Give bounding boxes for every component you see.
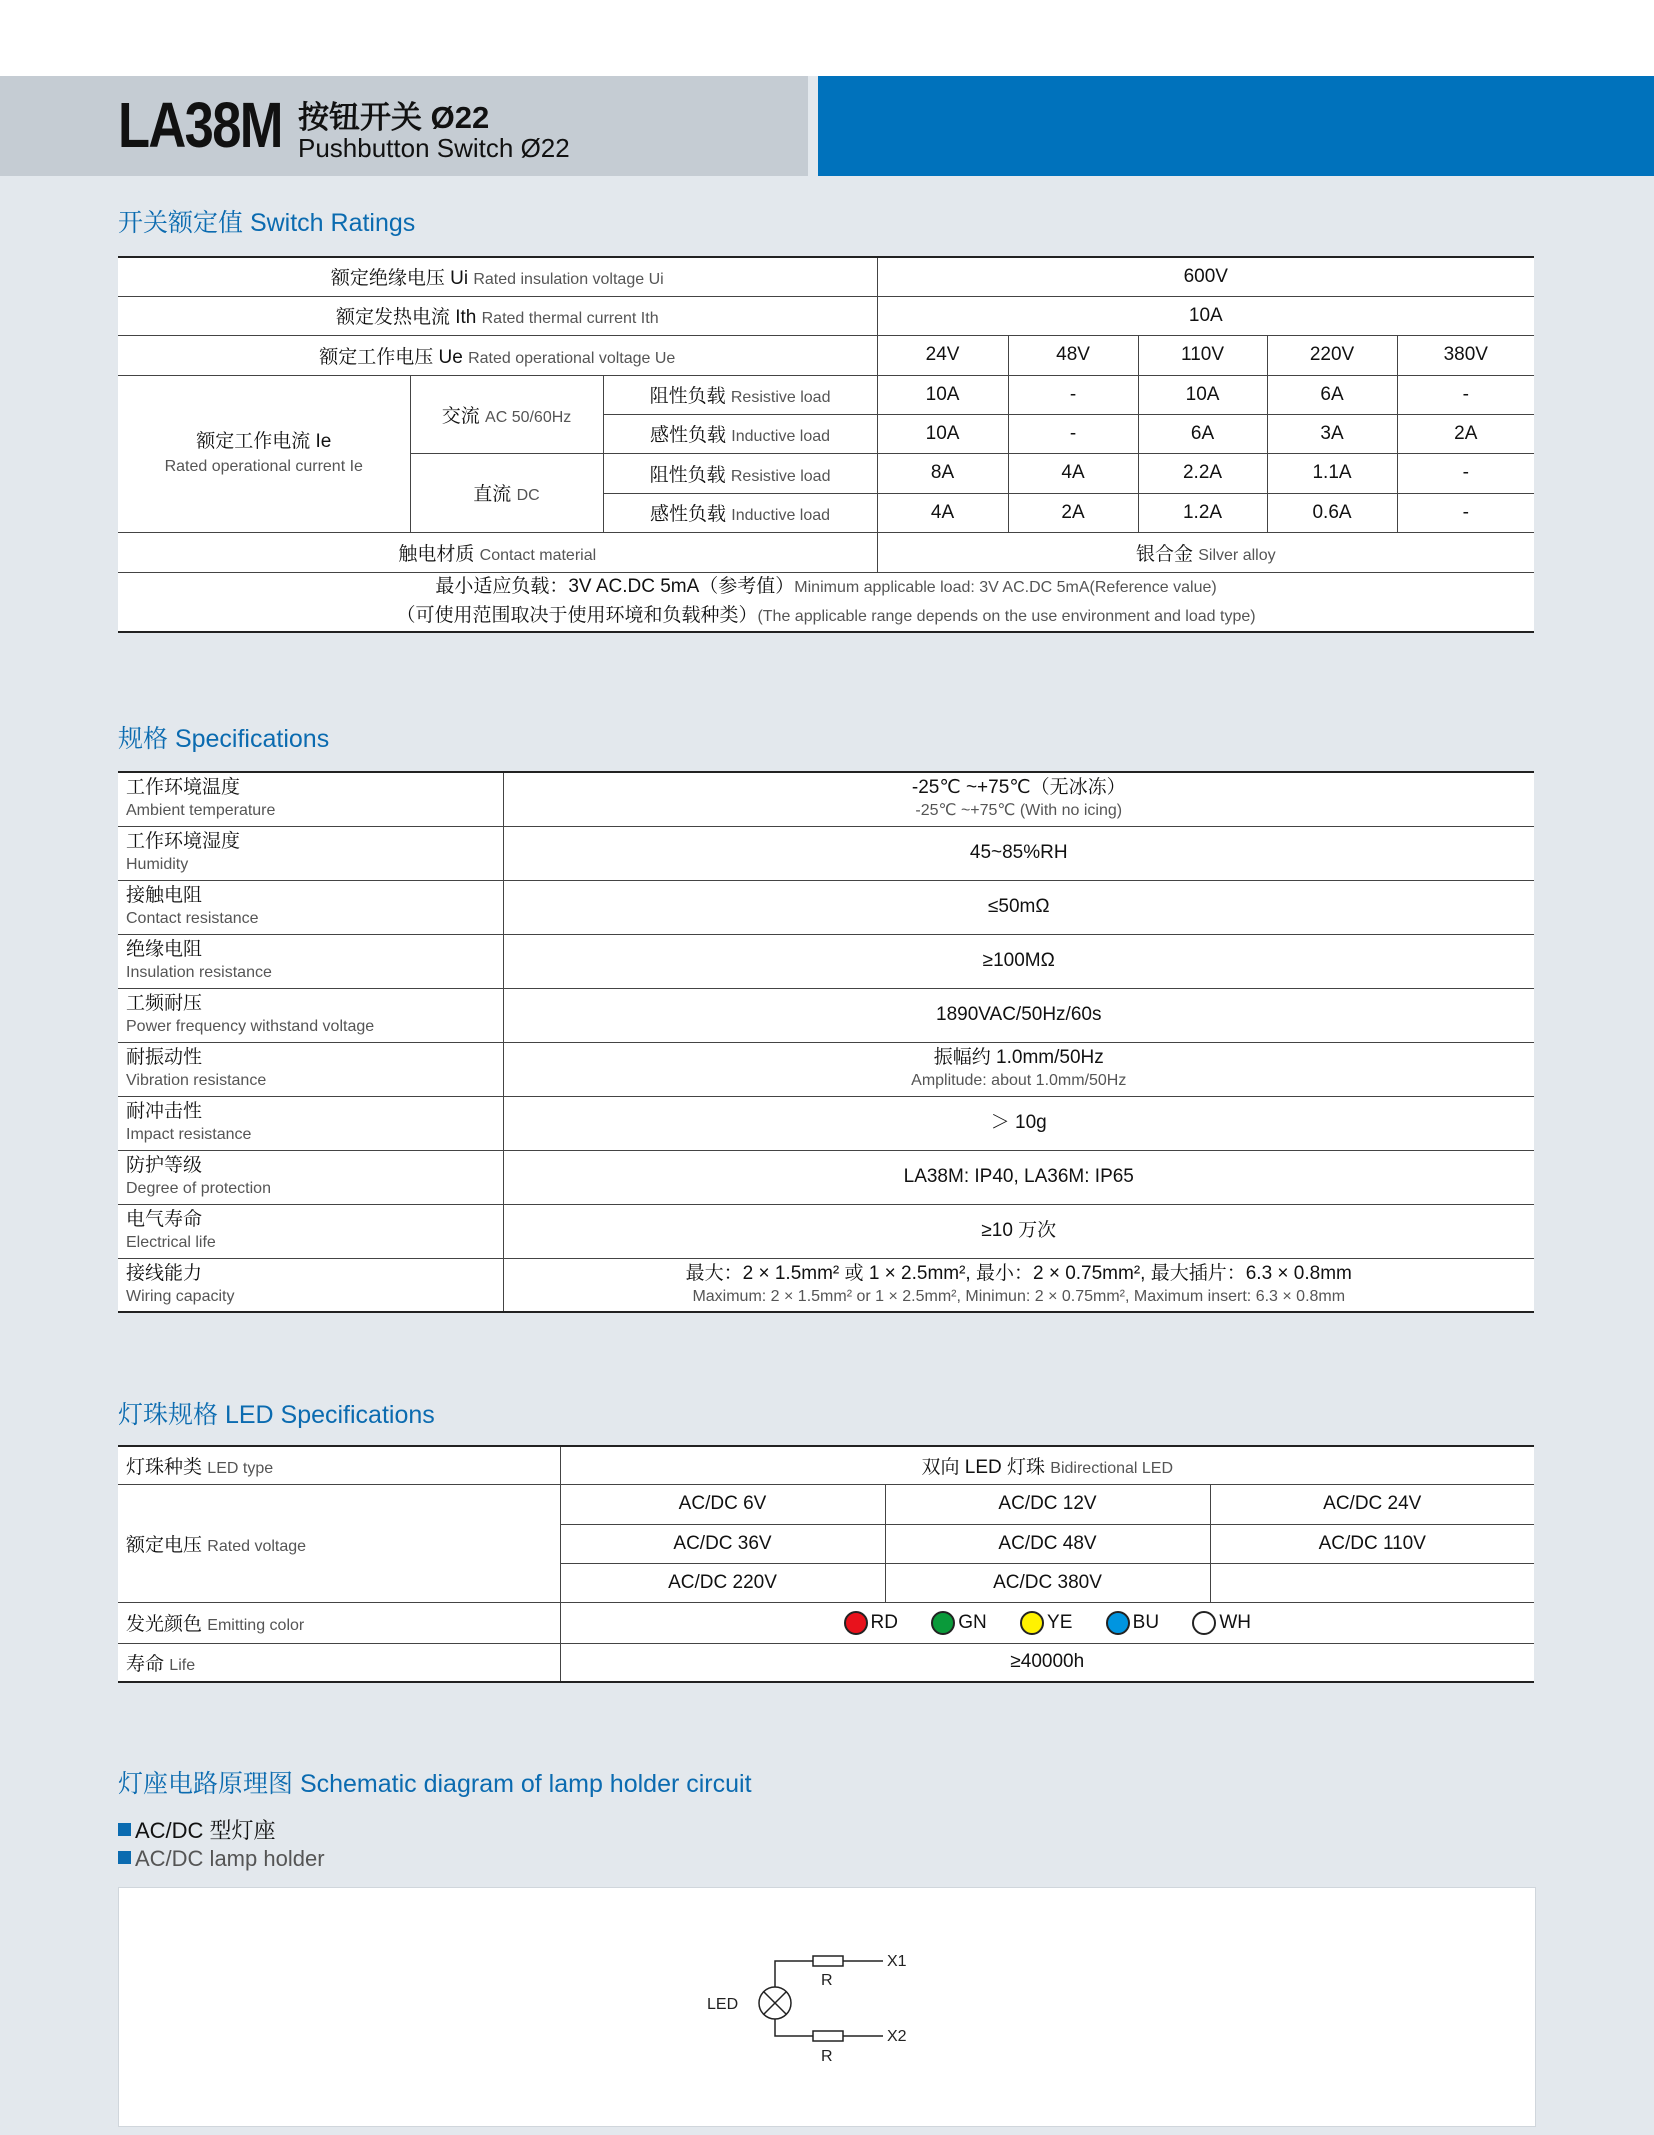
spec-value-en: Maximum: 2 × 1.5mm² or 1 × 2.5mm², Minimun: 2 × 0.75mm², Maximum insert: 6.3 × 0.8mm bbox=[692, 1287, 1346, 1305]
spec-value bbox=[503, 880, 1534, 934]
led-label: LED bbox=[707, 1996, 739, 2013]
ith-label: 额定发热电流 Ith Rated thermal current Ith bbox=[118, 296, 877, 335]
spec-label-en: Impact resistance bbox=[126, 1126, 252, 1143]
spec-value bbox=[503, 988, 1534, 1042]
spec-label-en: Humidity bbox=[126, 856, 189, 873]
load-type-label: 阻性负载 Resistive load bbox=[603, 453, 877, 493]
led-voltage-cell: AC/DC 220V bbox=[560, 1563, 885, 1602]
resistor-bottom-icon bbox=[813, 2031, 843, 2041]
current-cell: 4A bbox=[1008, 453, 1138, 493]
spec-value-main: ≤50mΩ bbox=[987, 896, 1050, 917]
spec-label-cn: 工作环境湿度 bbox=[126, 831, 241, 852]
contact-material-value: 银合金 Silver alloy bbox=[877, 532, 1534, 572]
yellow-dot-icon bbox=[1020, 1611, 1044, 1635]
spec-value bbox=[503, 1042, 1534, 1096]
life-label: 寿命 Life bbox=[118, 1643, 560, 1682]
resistor-label: R bbox=[821, 1972, 833, 1989]
current-cell: 2A bbox=[1008, 493, 1138, 532]
spec-value-en: -25℃ ~+75℃ (With no icing) bbox=[915, 802, 1123, 820]
spec-value-main: ≥10 万次 bbox=[981, 1220, 1057, 1241]
current-cell: 2A bbox=[1397, 414, 1534, 453]
page-title-en: Pushbutton Switch Ø22 bbox=[298, 133, 570, 163]
led-voltage-cell: AC/DC 380V bbox=[885, 1563, 1210, 1602]
spec-label bbox=[118, 1258, 503, 1312]
spec-label-cn: 接线能力 bbox=[126, 1262, 203, 1284]
spec-value bbox=[503, 826, 1534, 880]
spec-label bbox=[118, 1042, 503, 1096]
table-row bbox=[118, 1042, 1534, 1096]
spec-label-cn: 工频耐压 bbox=[126, 993, 203, 1014]
spec-value-en: Amplitude: about 1.0mm/50Hz bbox=[911, 1072, 1127, 1089]
green-dot-icon bbox=[931, 1611, 955, 1635]
model-name: LA38M bbox=[118, 89, 282, 161]
circuit-diagram bbox=[119, 1888, 1535, 2126]
spec-label-en: Electrical life bbox=[126, 1234, 216, 1251]
spec-label-cn: 耐冲击性 bbox=[126, 1101, 203, 1122]
table-row bbox=[118, 826, 1534, 880]
spec-label-cn: 耐振动性 bbox=[126, 1047, 203, 1068]
spec-value bbox=[503, 934, 1534, 988]
spec-label bbox=[118, 1096, 503, 1150]
spec-label bbox=[118, 826, 503, 880]
spec-label-en: Ambient temperature bbox=[126, 802, 276, 820]
table-row bbox=[118, 296, 1534, 335]
spec-label-cn: 防护等级 bbox=[126, 1155, 203, 1176]
bullet-square-icon bbox=[118, 1851, 131, 1864]
spec-label-cn: 接触电阻 bbox=[126, 885, 203, 906]
spec-label bbox=[118, 934, 503, 988]
spec-value bbox=[503, 772, 1534, 826]
current-cell: 1.2A bbox=[1138, 493, 1267, 532]
current-cell: - bbox=[1397, 375, 1534, 414]
table-row bbox=[118, 572, 1534, 632]
voltage-cell: 220V bbox=[1267, 335, 1397, 375]
current-cell: 0.6A bbox=[1267, 493, 1397, 532]
spec-value bbox=[503, 1204, 1534, 1258]
bullet-square-icon bbox=[118, 1823, 131, 1836]
voltage-cell: 24V bbox=[877, 335, 1008, 375]
led-voltage-cell: AC/DC 36V bbox=[560, 1524, 885, 1563]
table-row bbox=[118, 1602, 1534, 1643]
color-item-white: WH bbox=[1192, 1611, 1251, 1635]
color-item-blue: BU bbox=[1106, 1611, 1159, 1635]
table-row bbox=[118, 1643, 1534, 1682]
table-row bbox=[118, 375, 1534, 414]
ratings-table bbox=[118, 256, 1534, 633]
spec-value-main: LA38M: IP40, LA36M: IP65 bbox=[903, 1166, 1134, 1187]
spec-label-en: Contact resistance bbox=[126, 910, 259, 927]
color-item-red: RD bbox=[844, 1611, 898, 1635]
emitting-color-label: 发光颜色 Emitting color bbox=[118, 1602, 560, 1643]
led-voltage-cell: AC/DC 24V bbox=[1210, 1484, 1534, 1524]
ith-value: 10A bbox=[877, 296, 1534, 335]
red-dot-icon bbox=[844, 1611, 868, 1635]
led-type-label: 灯珠种类 LED type bbox=[118, 1446, 560, 1484]
schematic-box bbox=[118, 1887, 1536, 2127]
current-cell: 10A bbox=[1138, 375, 1267, 414]
table-row bbox=[118, 1258, 1534, 1312]
spec-label bbox=[118, 1150, 503, 1204]
spec-label bbox=[118, 988, 503, 1042]
dc-label: 直流 DC bbox=[410, 453, 603, 532]
spec-value bbox=[503, 1096, 1534, 1150]
white-dot-icon bbox=[1192, 1611, 1216, 1635]
spec-value-main: ＞ 10g bbox=[990, 1112, 1047, 1133]
specs-table bbox=[118, 771, 1534, 1313]
ratings-section-title: 开关额定值 Switch Ratings bbox=[118, 209, 416, 237]
table-row bbox=[118, 934, 1534, 988]
table-row bbox=[118, 532, 1534, 572]
led-table bbox=[118, 1445, 1534, 1683]
spec-value bbox=[503, 1258, 1534, 1312]
table-row bbox=[118, 1484, 1534, 1524]
current-cell: 4A bbox=[877, 493, 1008, 532]
table-row bbox=[118, 257, 1534, 296]
spec-value-main: 振幅约 1.0mm/50Hz bbox=[933, 1047, 1104, 1068]
resistor-top-icon bbox=[813, 1956, 843, 1966]
min-load-note: 最小适应负载：3V AC.DC 5mA（参考值）Minimum applicable load: 3V AC.DC 5mA(Reference value) （可使用范围取决于使用环境和负载种类）(The applicable range depends on the use environment and load type) bbox=[118, 572, 1534, 632]
current-cell: 6A bbox=[1267, 375, 1397, 414]
specs-section-title: 规格 Specifications bbox=[118, 725, 330, 753]
rated-voltage-label: 额定电压 Rated voltage bbox=[118, 1484, 560, 1602]
schematic-section-title: 灯座电路原理图 Schematic diagram of lamp holder circuit bbox=[118, 1770, 752, 1798]
voltage-cell: 48V bbox=[1008, 335, 1138, 375]
current-cell: 2.2A bbox=[1138, 453, 1267, 493]
led-type-value: 双向 LED 灯珠 Bidirectional LED bbox=[560, 1446, 1534, 1484]
current-cell: 3A bbox=[1267, 414, 1397, 453]
spec-label-en: Vibration resistance bbox=[126, 1072, 267, 1089]
spec-value-main: -25℃ ~+75℃（无冰冻） bbox=[911, 777, 1126, 799]
color-item-yellow: YE bbox=[1020, 1611, 1072, 1635]
spec-label-en: Degree of protection bbox=[126, 1180, 271, 1197]
current-cell: - bbox=[1008, 414, 1138, 453]
life-value: ≥40000h bbox=[560, 1643, 1534, 1682]
ui-value: 600V bbox=[877, 257, 1534, 296]
spec-label-en: Insulation resistance bbox=[126, 964, 272, 981]
led-voltage-cell: AC/DC 12V bbox=[885, 1484, 1210, 1524]
led-voltage-cell: AC/DC 6V bbox=[560, 1484, 885, 1524]
spec-label-en: Wiring capacity bbox=[126, 1287, 235, 1305]
terminal-x1-label: X1 bbox=[887, 1953, 907, 1970]
color-item-green: GN bbox=[931, 1611, 987, 1635]
blue-dot-icon bbox=[1106, 1611, 1130, 1635]
current-cell: - bbox=[1397, 493, 1534, 532]
spec-label bbox=[118, 772, 503, 826]
table-row bbox=[118, 988, 1534, 1042]
ui-label: 额定绝缘电压 Ui Rated insulation voltage Ui bbox=[118, 257, 877, 296]
spec-value-main: 最大：2 × 1.5mm² 或 1 × 2.5mm², 最小：2 × 0.75mm², 最大插片：6.3 × 0.8mm bbox=[685, 1262, 1352, 1284]
table-row bbox=[118, 1150, 1534, 1204]
spec-label bbox=[118, 1204, 503, 1258]
led-section-title: 灯珠规格 LED Specifications bbox=[118, 1401, 435, 1429]
resistor-label: R bbox=[821, 2048, 833, 2065]
ac-label: 交流 AC 50/60Hz bbox=[410, 375, 603, 453]
spec-value-main: 1890VAC/50Hz/60s bbox=[936, 1004, 1102, 1025]
table-row bbox=[118, 1096, 1534, 1150]
bullet-lamp-holder-en: AC/DC lamp holder bbox=[118, 1846, 325, 1872]
bullet-lamp-holder-cn: AC/DC 型灯座 bbox=[118, 1814, 276, 1845]
spec-label-cn: 工作环境温度 bbox=[126, 777, 241, 799]
led-voltage-cell: AC/DC 48V bbox=[885, 1524, 1210, 1563]
table-row bbox=[118, 772, 1534, 826]
ue-label: 额定工作电压 Ue Rated operational voltage Ue bbox=[118, 335, 877, 375]
load-type-label: 阻性负载 Resistive load bbox=[603, 375, 877, 414]
table-row bbox=[118, 880, 1534, 934]
spec-label-cn: 绝缘电阻 bbox=[126, 939, 203, 960]
current-cell: 8A bbox=[877, 453, 1008, 493]
load-type-label: 感性负载 Inductive load bbox=[603, 493, 877, 532]
header-blue-band bbox=[818, 76, 1654, 176]
spec-value bbox=[503, 1150, 1534, 1204]
spec-label bbox=[118, 880, 503, 934]
current-cell: - bbox=[1397, 453, 1534, 493]
table-row bbox=[118, 335, 1534, 375]
table-row bbox=[118, 1204, 1534, 1258]
ie-label: 额定工作电流 Ie Rated operational current Ie bbox=[118, 375, 410, 532]
current-cell: 6A bbox=[1138, 414, 1267, 453]
spec-label-cn: 电气寿命 bbox=[126, 1209, 203, 1230]
voltage-cell: 380V bbox=[1397, 335, 1534, 375]
spec-value-main: 45~85%RH bbox=[969, 842, 1068, 863]
current-cell: - bbox=[1008, 375, 1138, 414]
led-voltage-cell: AC/DC 110V bbox=[1210, 1524, 1534, 1563]
page-title-cn: 按钮开关 Ø22 bbox=[298, 100, 490, 135]
load-type-label: 感性负载 Inductive load bbox=[603, 414, 877, 453]
spec-value-main: ≥100MΩ bbox=[982, 950, 1055, 971]
voltage-cell: 110V bbox=[1138, 335, 1267, 375]
led-voltage-cell bbox=[1210, 1563, 1534, 1602]
contact-material-label: 触电材质 Contact material bbox=[118, 532, 877, 572]
current-cell: 1.1A bbox=[1267, 453, 1397, 493]
current-cell: 10A bbox=[877, 375, 1008, 414]
table-row bbox=[118, 1446, 1534, 1484]
top-margin bbox=[0, 0, 1654, 76]
current-cell: 10A bbox=[877, 414, 1008, 453]
terminal-x2-label: X2 bbox=[887, 2028, 907, 2045]
spec-label-en: Power frequency withstand voltage bbox=[126, 1018, 375, 1035]
emitting-color-list bbox=[560, 1602, 1534, 1643]
